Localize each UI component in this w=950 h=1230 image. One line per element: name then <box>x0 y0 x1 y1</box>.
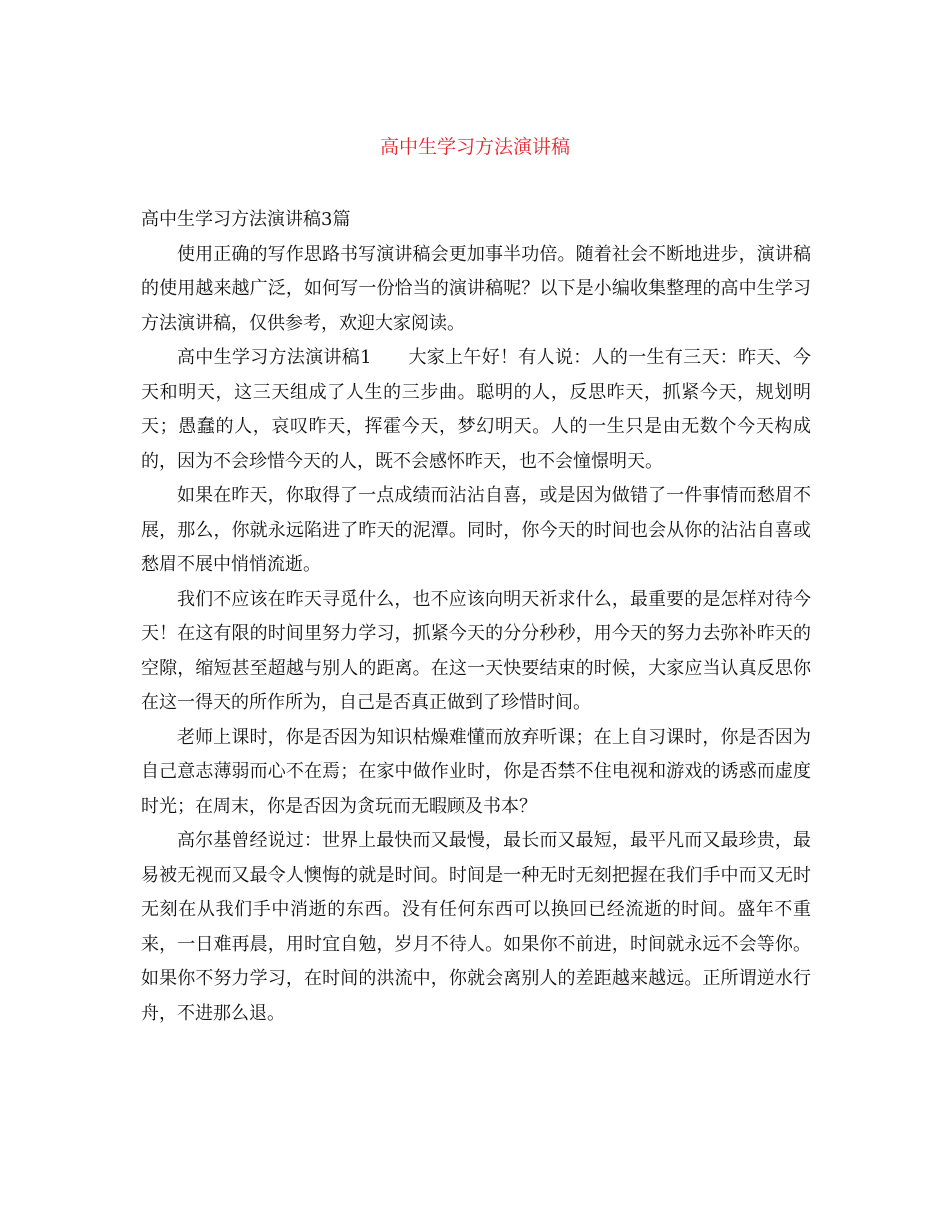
paragraph-5: 老师上课时，你是否因为知识枯燥难懂而放弃听课；在上自习课时，你是否因为自己意志薄弱而心不在焉；在家中做作业时，你是否禁不住电视和游戏的诱惑而虚度时光；在周末，你是否因为贪玩而无暇顾及书本？ <box>141 726 811 817</box>
paragraph-1: 使用正确的写作思路书写演讲稿会更加事半功倍。随着社会不断地进步，演讲稿的使用越来越广泛，如何写一份恰当的演讲稿呢？以下是小编收集整理的高中生学习方法演讲稿，仅供参考，欢迎大家阅读。 <box>141 243 811 334</box>
paragraph-6: 高尔基曾经说过：世界上最快而又最慢，最长而又最短，最平凡而又最珍贵，最易被无视而又最令人懊悔的就是时间。时间是一种无时无刻把握在我们手中而又无时无刻在从我们手中消逝的东西。没有任何东西可以换回已经流逝的时间。盛年不重来，一日难再晨，用时宜自勉，岁月不待人。如果你不前进，时间就永远不会等你。如果你不努力学习，在时间的洪流中，你就会离别人的差距越来越远。正所谓逆水行舟，不进那么退。 <box>141 830 811 1024</box>
paragraph-3: 如果在昨天，你取得了一点成绩而沾沾自喜，或是因为做错了一件事情而愁眉不展，那么，你就永远陷进了昨天的泥潭。同时，你今天的时间也会从你的沾沾自喜或愁眉不展中悄悄流逝。 <box>141 485 811 575</box>
page-title: 高中生学习方法演讲稿 <box>379 136 570 158</box>
document-body <box>141 203 811 1031</box>
document-subtitle: 高中生学习方法演讲稿3篇 <box>141 209 351 230</box>
paragraph-2: 高中生学习方法演讲稿1 大家上午好！有人说：人的一生有三天：昨天、今天和明天，这三天组成了人生的三步曲。聪明的人，反思昨天，抓紧今天，规划明天；愚蠢的人，哀叹昨天，挥霍今天，梦幻明天。人的一生只是由无数个今天构成的，因为不会珍惜今天的人，既不会感怀昨天，也不会憧憬明天。 <box>141 347 811 472</box>
paragraph-4: 我们不应该在昨天寻觅什么，也不应该向明天祈求什么，最重要的是怎样对待今天！在这有限的时间里努力学习，抓紧今天的分分秒秒，用今天的努力去弥补昨天的空隙，缩短甚至超越与别人的距离。在这一天快要结束的时候，大家应当认真反思你在这一得天的所作所为，自己是否真正做到了珍惜时间。 <box>141 588 811 713</box>
